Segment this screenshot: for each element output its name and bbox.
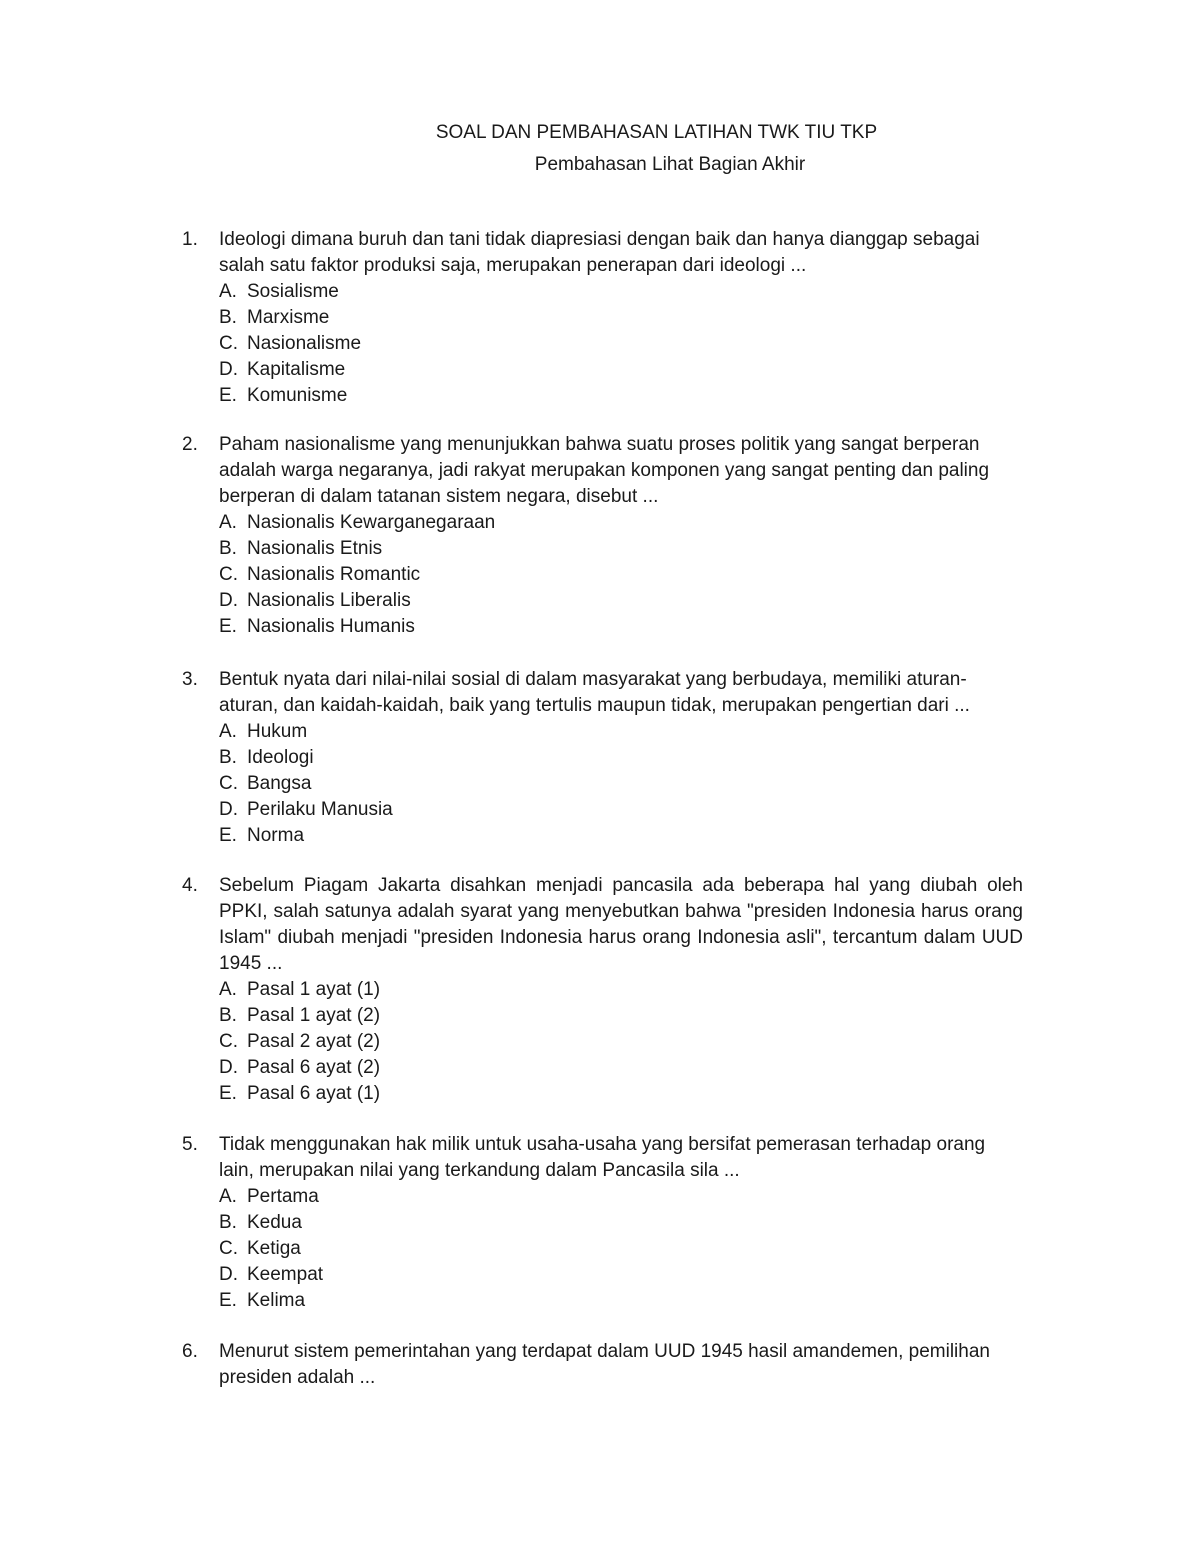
option-letter: D. xyxy=(219,590,238,611)
option-d xyxy=(219,1055,1023,1081)
option-e xyxy=(219,823,1023,849)
option-letter: E. xyxy=(219,1083,237,1104)
option-letter: B. xyxy=(219,1005,237,1026)
option-letter: D. xyxy=(219,359,238,380)
question-text: Ideologi dimana buruh dan tani tidak diapresiasi dengan baik dan hanya dianggap sebagai salah satu faktor produksi saja, merupakan penerapan dari ideologi ... xyxy=(219,229,980,276)
document-subtitle: Pembahasan Lihat Bagian Akhir xyxy=(534,154,806,175)
option-letter: B. xyxy=(219,307,237,328)
option-a xyxy=(219,1184,1023,1210)
question-text: Sebelum Piagam Jakarta disahkan menjadi pancasila ada beberapa hal yang diubah oleh PPKI, salah satunya adalah syarat yang menyebutkan bahwa "presiden Indonesia harus orang Islam" diubah menjadi "presiden Indonesia harus orang Indonesia asli", tercantum dalam UUD 1945 ... xyxy=(219,875,1023,974)
option-a xyxy=(219,719,1023,745)
option-d xyxy=(219,797,1023,823)
option-text: Norma xyxy=(247,825,305,846)
option-e xyxy=(219,614,1023,640)
option-list xyxy=(182,510,1023,640)
question-text: Tidak menggunakan hak milik untuk usaha-usaha yang bersifat pemerasan terhadap orang lain, merupakan nilai yang terkandung dalam Pancasila sila ... xyxy=(219,1134,986,1181)
option-text: Nasionalis Romantic xyxy=(247,564,421,585)
option-b xyxy=(219,745,1023,771)
option-e xyxy=(219,1081,1023,1107)
option-letter: C. xyxy=(219,1031,238,1052)
option-c xyxy=(219,331,1023,357)
option-list xyxy=(182,977,1023,1107)
option-letter: E. xyxy=(219,1290,237,1311)
option-letter: A. xyxy=(219,1186,237,1207)
option-d xyxy=(219,357,1023,383)
option-letter: E. xyxy=(219,385,237,406)
question-1 xyxy=(182,227,1023,409)
option-b xyxy=(219,1003,1023,1029)
option-letter: B. xyxy=(219,1212,237,1233)
option-letter: E. xyxy=(219,616,237,637)
question-number: 2. xyxy=(182,434,198,455)
option-letter: B. xyxy=(219,538,237,559)
option-text: Hukum xyxy=(247,721,308,742)
option-letter: D. xyxy=(219,1264,238,1285)
option-text: Kapitalisme xyxy=(247,359,346,380)
option-letter: C. xyxy=(219,773,238,794)
option-letter: A. xyxy=(219,281,237,302)
option-letter: D. xyxy=(219,1057,238,1078)
option-letter: C. xyxy=(219,333,238,354)
option-text: Ideologi xyxy=(247,747,314,768)
option-text: Pasal 6 ayat (1) xyxy=(247,1083,381,1104)
option-b xyxy=(219,1210,1023,1236)
option-list xyxy=(182,279,1023,409)
question-text: Paham nasionalisme yang menunjukkan bahwa suatu proses politik yang sangat berperan adalah warga negaranya, jadi rakyat merupakan komponen yang sangat penting dan paling berperan di dalam tatanan sistem negara, disebut ... xyxy=(219,434,990,507)
question-number: 6. xyxy=(182,1341,198,1362)
option-letter: A. xyxy=(219,512,237,533)
option-e xyxy=(219,1288,1023,1314)
question-6 xyxy=(182,1339,1023,1391)
option-c xyxy=(219,1029,1023,1055)
question-5 xyxy=(182,1132,1023,1314)
option-c xyxy=(219,1236,1023,1262)
option-c xyxy=(219,562,1023,588)
option-text: Marxisme xyxy=(247,307,330,328)
question-number: 4. xyxy=(182,875,198,896)
question-text: Menurut sistem pemerintahan yang terdapat dalam UUD 1945 hasil amandemen, pemilihan presiden adalah ... xyxy=(219,1341,990,1388)
option-a xyxy=(219,279,1023,305)
option-text: Bangsa xyxy=(247,773,312,794)
option-text: Pasal 6 ayat (2) xyxy=(247,1057,381,1078)
option-letter: C. xyxy=(219,564,238,585)
option-text: Pasal 1 ayat (2) xyxy=(247,1005,381,1026)
option-d xyxy=(219,588,1023,614)
question-2 xyxy=(182,432,1023,640)
option-b xyxy=(219,305,1023,331)
option-text: Ketiga xyxy=(247,1238,301,1259)
option-text: Keempat xyxy=(247,1264,324,1285)
option-text: Nasionalis Liberalis xyxy=(247,590,411,611)
question-3 xyxy=(182,667,1023,849)
option-e xyxy=(219,383,1023,409)
document-title: SOAL DAN PEMBAHASAN LATIHAN TWK TIU TKP xyxy=(435,122,878,143)
question-number: 3. xyxy=(182,669,198,690)
option-b xyxy=(219,536,1023,562)
option-text: Pertama xyxy=(247,1186,319,1207)
option-letter: B. xyxy=(219,747,237,768)
option-letter: A. xyxy=(219,979,237,1000)
option-text: Perilaku Manusia xyxy=(247,799,393,820)
option-list xyxy=(182,1184,1023,1314)
question-4 xyxy=(182,873,1023,1107)
option-c xyxy=(219,771,1023,797)
question-number: 5. xyxy=(182,1134,198,1155)
option-text: Pasal 2 ayat (2) xyxy=(247,1031,381,1052)
option-letter: C. xyxy=(219,1238,238,1259)
option-text: Nasionalis Kewarganegaraan xyxy=(247,512,496,533)
option-d xyxy=(219,1262,1023,1288)
option-letter: D. xyxy=(219,799,238,820)
option-text: Nasionalis Humanis xyxy=(247,616,415,637)
option-list xyxy=(182,719,1023,849)
option-text: Komunisme xyxy=(247,385,348,406)
option-text: Kedua xyxy=(247,1212,302,1233)
option-text: Sosialisme xyxy=(247,281,339,302)
option-letter: A. xyxy=(219,721,237,742)
question-number: 1. xyxy=(182,229,198,250)
option-text: Nasionalis Etnis xyxy=(247,538,383,559)
option-text: Nasionalisme xyxy=(247,333,362,354)
option-text: Kelima xyxy=(247,1290,306,1311)
option-a xyxy=(219,510,1023,536)
option-a xyxy=(219,977,1023,1003)
option-letter: E. xyxy=(219,825,237,846)
option-text: Pasal 1 ayat (1) xyxy=(247,979,381,1000)
question-text: Bentuk nyata dari nilai-nilai sosial di dalam masyarakat yang berbudaya, memiliki aturan-aturan, dan kaidah-kaidah, baik yang tertulis maupun tidak, merupakan pengertian dari ... xyxy=(219,669,970,716)
